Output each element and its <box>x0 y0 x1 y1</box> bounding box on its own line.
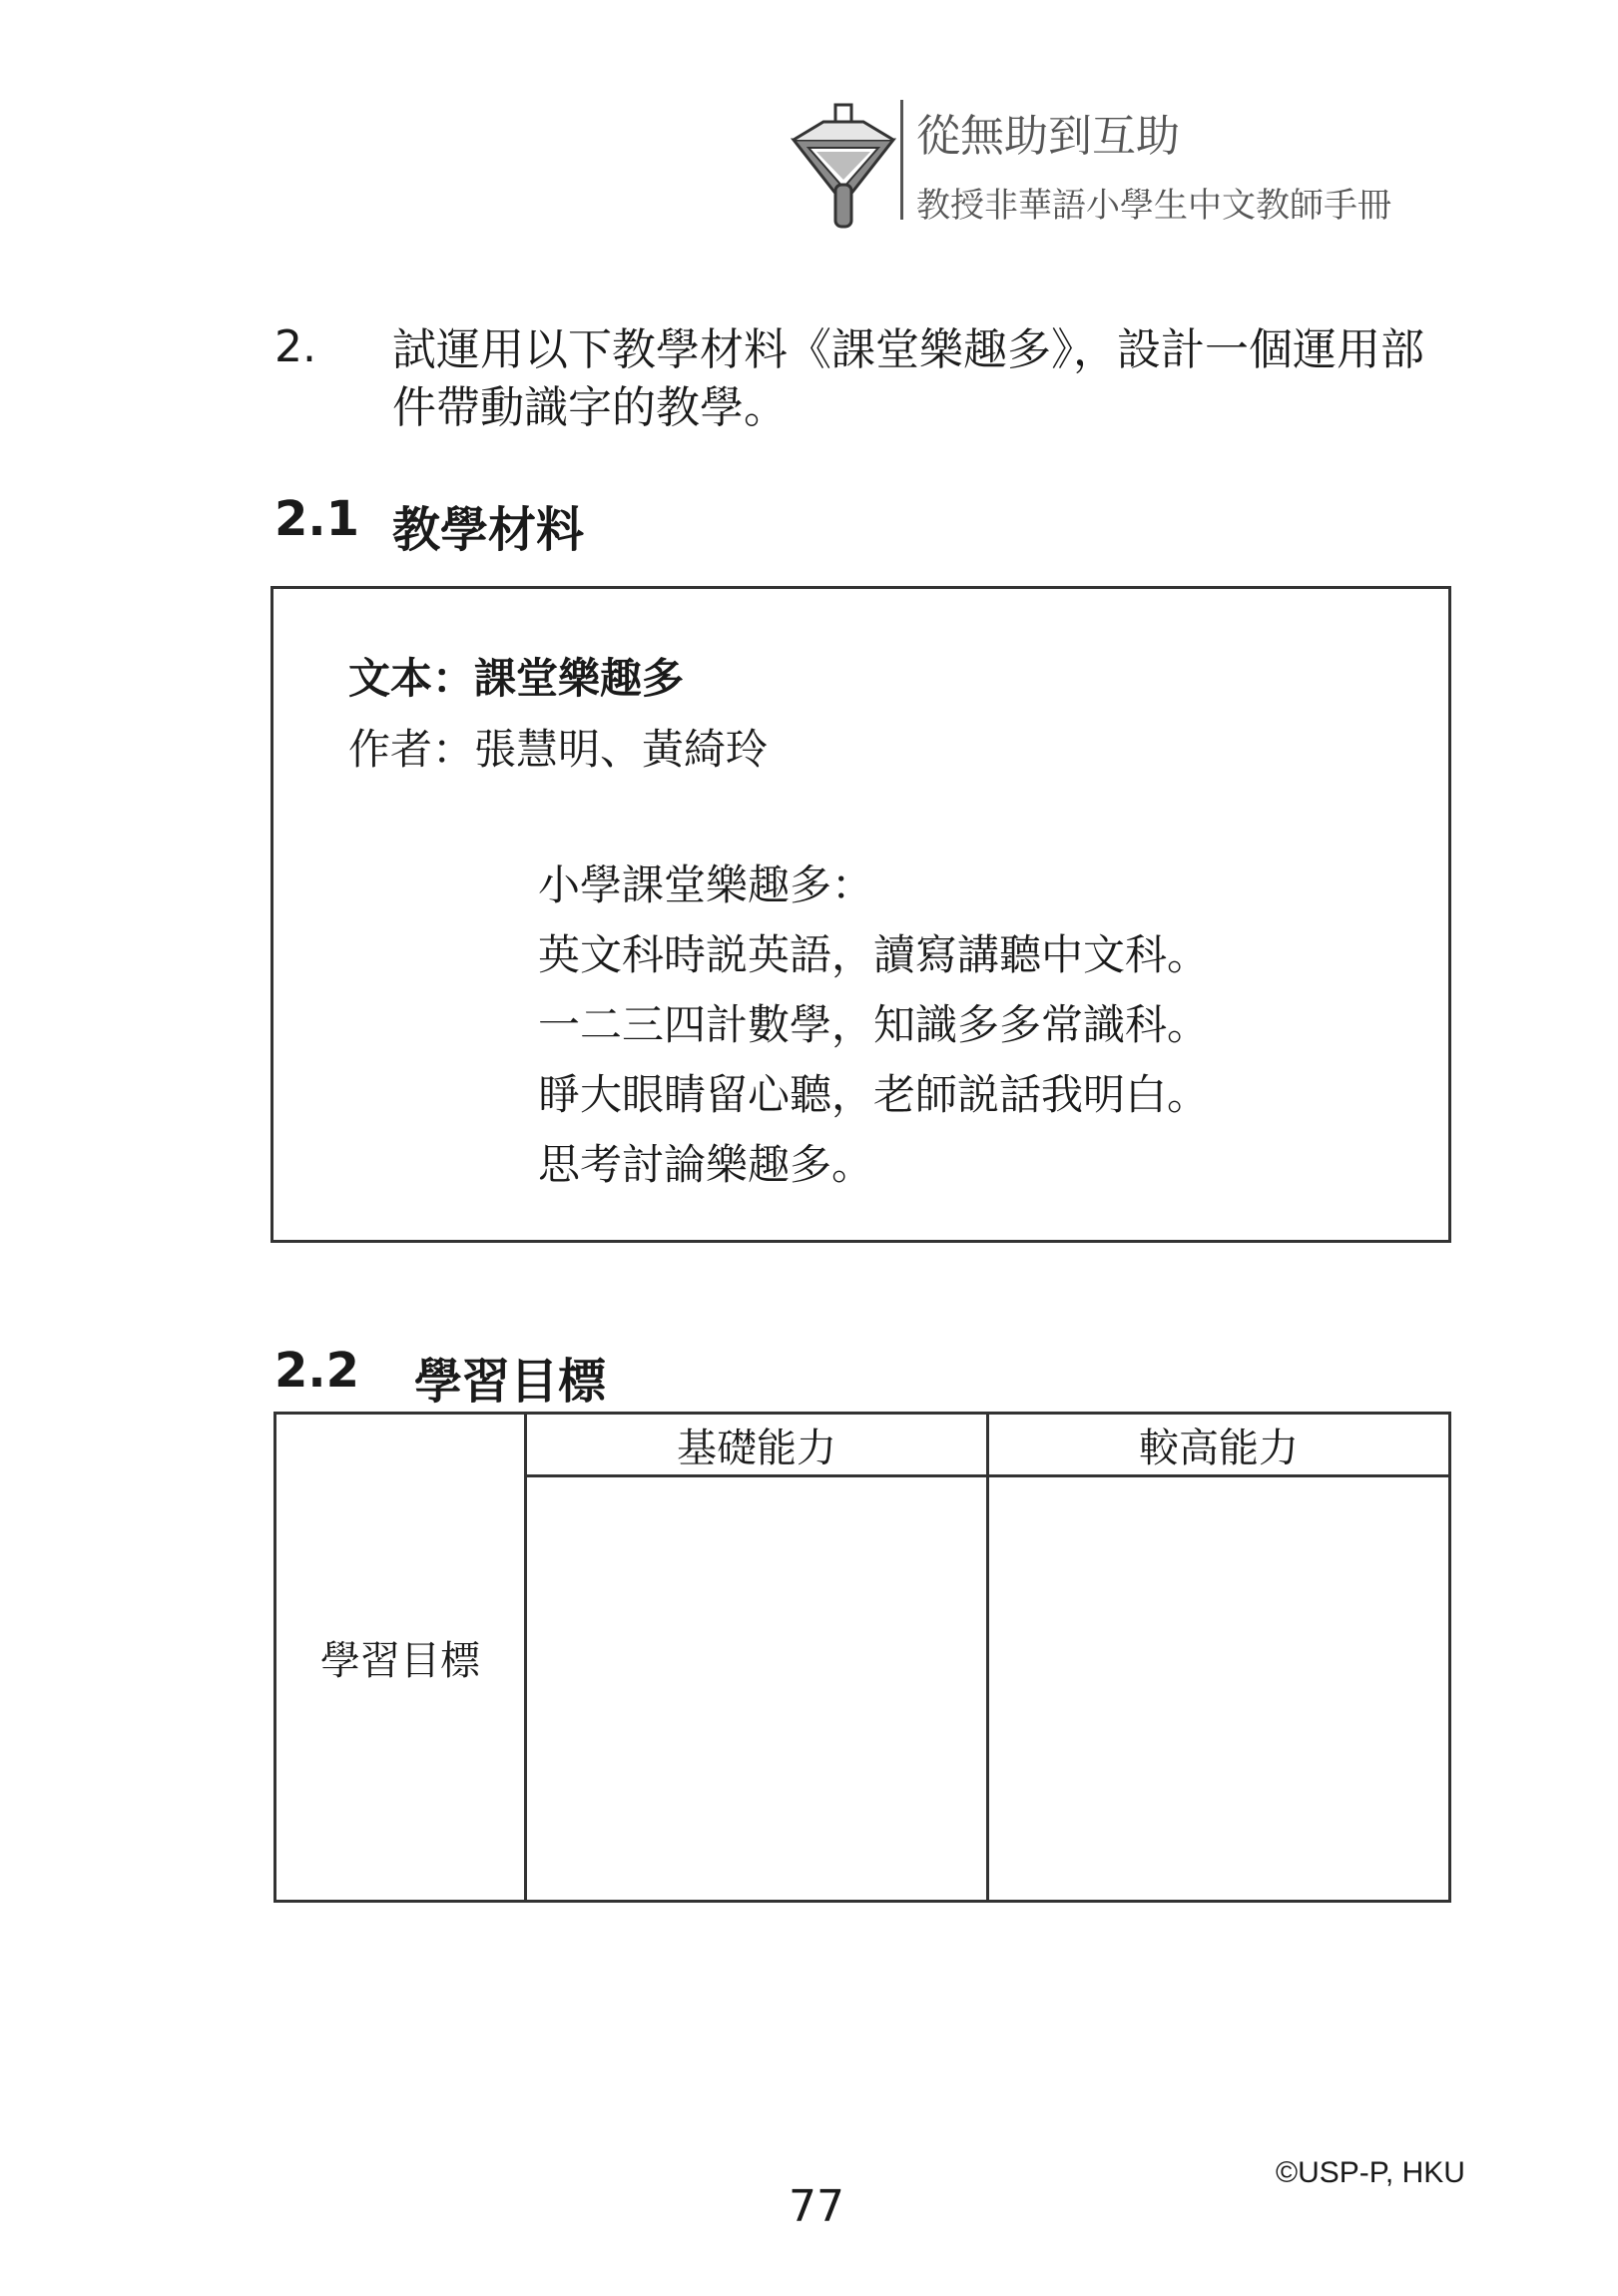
material-author: 作者：張慧明、黃綺玲 <box>348 725 769 774</box>
section-number: 2.1 <box>274 491 360 547</box>
material-box <box>270 586 1451 1243</box>
objectives-table <box>273 1412 1451 1903</box>
poem-line: 英文科時説英語，讀寫講聽中文科。 <box>538 930 1210 979</box>
copyright: ©USP-P, HKU <box>1276 2156 1465 2189</box>
question-number: 2. <box>274 321 316 372</box>
poem <box>538 851 1209 1200</box>
table-row-label: 學習目標 <box>275 1414 526 1902</box>
page-number: 77 <box>789 2181 844 2232</box>
header-subtitle: 教授非華語小學生中文教師手冊 <box>916 186 1391 226</box>
section-number: 2.2 <box>274 1343 360 1399</box>
column-header-advanced: 較高能力 <box>988 1414 1450 1476</box>
logo-icon <box>789 100 898 230</box>
header-title: 從無助到互助 <box>916 111 1180 162</box>
section-title: 學習目標 <box>414 1354 607 1410</box>
material-text-label: 文本：課堂樂趣多 <box>348 654 685 703</box>
header <box>789 90 1487 240</box>
poem-line: 睜大眼睛留心聽，老師説話我明白。 <box>538 1070 1210 1119</box>
table-cell-advanced <box>988 1476 1450 1902</box>
table-cell-basic <box>526 1476 988 1902</box>
header-divider <box>900 100 903 220</box>
question-text: 試運用以下教學材料《課堂樂趣多》，設計一個運用部件帶動識字的教學。 <box>392 324 1424 433</box>
column-header-basic: 基礎能力 <box>526 1414 988 1476</box>
poem-line: 一二三四計數學，知識多多常識科。 <box>538 1000 1210 1049</box>
poem-line: 思考討論樂趣多。 <box>538 1140 874 1189</box>
section-title: 教學材料 <box>392 502 585 558</box>
poem-line: 小學課堂樂趣多： <box>538 861 874 909</box>
